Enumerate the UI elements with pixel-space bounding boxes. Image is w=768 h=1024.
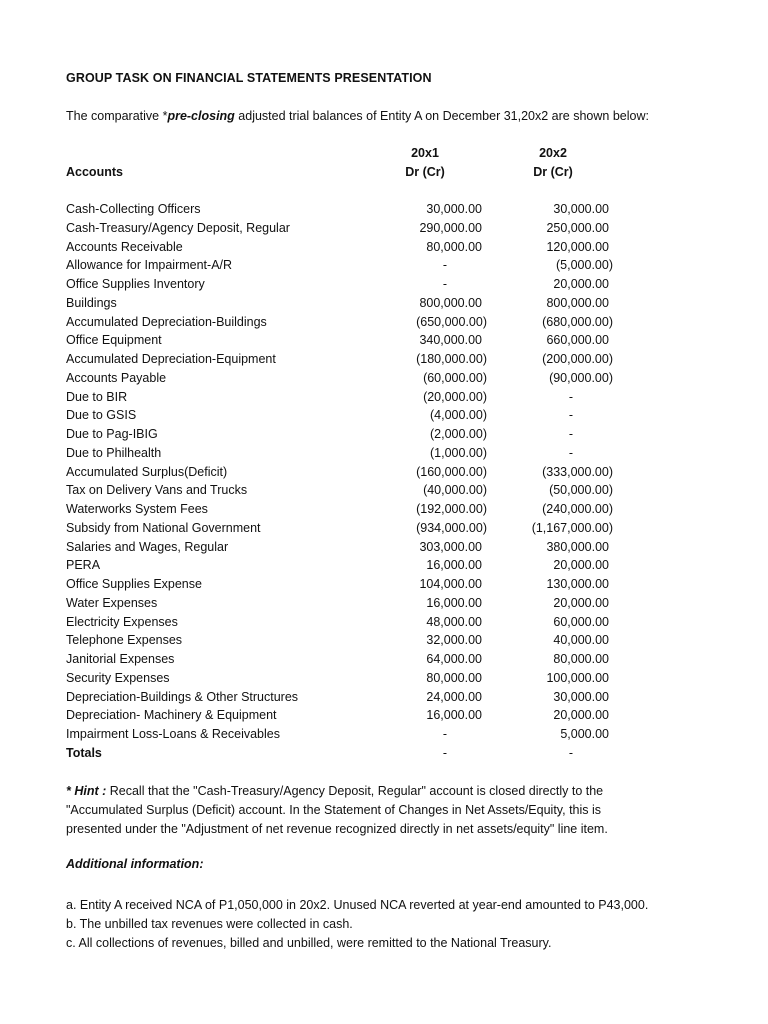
account-name: Allowance for Impairment-A/R xyxy=(66,258,233,273)
intro-emphasis: pre-closing xyxy=(167,109,235,123)
amount-20x2: - xyxy=(568,389,573,404)
column-header-20x1-sub: Dr (Cr) xyxy=(405,165,445,179)
account-name: Due to GSIS xyxy=(66,408,137,423)
amount-20x1: 32,000.00 xyxy=(426,633,482,648)
table-row xyxy=(0,390,768,409)
amount-20x2: 660,000.00 xyxy=(546,333,609,348)
hint-paragraph xyxy=(66,782,686,839)
table-row xyxy=(0,596,768,615)
account-name: Accumulated Depreciation-Buildings xyxy=(66,314,267,329)
additional-info-list xyxy=(66,896,648,952)
hint-line-2: "Accumulated Surplus (Deficit) account. In the Statement of Changes in Net Assets/Equity, this is xyxy=(66,803,602,817)
amount-20x1: (650,000.00) xyxy=(416,314,487,329)
amount-20x1: (60,000.00) xyxy=(423,370,487,385)
amount-20x1: (4,000.00) xyxy=(430,408,487,423)
table-row xyxy=(0,315,768,334)
amount-20x2: 60,000.00 xyxy=(553,614,609,629)
table-row xyxy=(0,727,768,746)
amount-20x2: (200,000.00) xyxy=(542,352,613,366)
table-row xyxy=(0,690,768,709)
table-row xyxy=(0,240,768,259)
amount-20x1: (1,000.00) xyxy=(430,445,487,460)
amount-20x1: - xyxy=(442,277,447,291)
table-row xyxy=(0,746,768,765)
hint-line-3: presented under the "Adjustment of net revenue recognized directly in net assets/equity" line item. xyxy=(66,822,608,836)
amount-20x2: - xyxy=(568,408,573,423)
account-name: Telephone Expenses xyxy=(66,633,183,648)
account-name: Salaries and Wages, Regular xyxy=(66,539,229,554)
table-row xyxy=(0,671,768,690)
table-row xyxy=(0,708,768,727)
amount-20x2: 80,000.00 xyxy=(553,652,609,666)
amount-20x1: 800,000.00 xyxy=(419,295,482,310)
table-row xyxy=(0,258,768,277)
amount-20x1: (192,000.00) xyxy=(416,502,487,516)
account-name: Office Supplies Inventory xyxy=(66,277,205,291)
amount-20x1: 16,000.00 xyxy=(426,708,482,723)
hint-line-1: Recall that the "Cash-Treasury/Agency Deposit, Regular" account is closed directly to the xyxy=(106,784,604,798)
column-header-accounts: Accounts xyxy=(66,165,123,179)
amount-20x1: (2,000.00) xyxy=(430,427,487,441)
table-row xyxy=(0,427,768,446)
additional-info-heading: Additional information: xyxy=(66,857,204,871)
info-item-a: a. Entity A received NCA of P1,050,000 in 20x2. Unused NCA reverted at year-end amounted to P43,000. xyxy=(66,898,649,912)
amount-20x2: 40,000.00 xyxy=(553,633,609,648)
amount-20x1: 16,000.00 xyxy=(426,595,482,610)
account-name: Totals xyxy=(66,745,102,760)
amount-20x1: 16,000.00 xyxy=(426,558,482,573)
account-name: Due to Philhealth xyxy=(66,445,162,460)
amount-20x2: - xyxy=(568,427,573,441)
table-row xyxy=(0,352,768,371)
amount-20x2: 100,000.00 xyxy=(546,670,609,685)
amount-20x1: (160,000.00) xyxy=(416,464,487,479)
table-row xyxy=(0,277,768,296)
account-name: Accumulated Surplus(Deficit) xyxy=(66,464,228,479)
amount-20x1: 30,000.00 xyxy=(426,202,482,216)
amount-20x1: 340,000.00 xyxy=(419,333,482,348)
table-row xyxy=(0,202,768,221)
account-name: Water Expenses xyxy=(66,595,158,610)
account-name: Electricity Expenses xyxy=(66,614,178,629)
amount-20x1: 80,000.00 xyxy=(426,239,482,254)
amount-20x1: 24,000.00 xyxy=(426,689,482,704)
amount-20x2: 20,000.00 xyxy=(553,595,609,610)
info-item-b: b. The unbilled tax revenues were collected in cash. xyxy=(66,916,353,931)
amount-20x2: 30,000.00 xyxy=(553,689,609,704)
amount-20x2: 20,000.00 xyxy=(553,277,609,291)
amount-20x1: (20,000.00) xyxy=(423,389,487,404)
table-row xyxy=(0,652,768,671)
account-name: Tax on Delivery Vans and Trucks xyxy=(66,483,248,498)
table-row xyxy=(0,446,768,465)
amount-20x2: - xyxy=(568,445,573,460)
amount-20x1: 48,000.00 xyxy=(426,614,482,629)
account-name: Waterworks System Fees xyxy=(66,502,208,516)
amount-20x2: 20,000.00 xyxy=(553,708,609,723)
amount-20x2: 5,000.00 xyxy=(560,727,609,741)
amount-20x1: - xyxy=(442,745,447,760)
column-header-20x1-year: 20x1 xyxy=(411,146,439,160)
amount-20x1: 290,000.00 xyxy=(419,220,482,235)
column-header-20x2-sub: Dr (Cr) xyxy=(533,165,573,179)
amount-20x1: 303,000.00 xyxy=(419,539,482,554)
account-name: Janitorial Expenses xyxy=(66,652,175,666)
amount-20x2: - xyxy=(568,745,573,760)
table-row xyxy=(0,371,768,390)
account-name: Depreciation- Machinery & Equipment xyxy=(66,708,277,723)
amount-20x2: 250,000.00 xyxy=(546,220,609,235)
amount-20x2: (240,000.00) xyxy=(542,502,613,516)
account-name: Office Equipment xyxy=(66,333,162,348)
table-row xyxy=(0,558,768,577)
amount-20x1: - xyxy=(442,727,447,741)
account-name: Cash-Treasury/Agency Deposit, Regular xyxy=(66,220,290,235)
account-name: Accumulated Depreciation-Equipment xyxy=(66,352,276,366)
amount-20x2: (90,000.00) xyxy=(549,370,613,385)
table-row xyxy=(0,296,768,315)
account-name: Subsidy from National Government xyxy=(66,520,261,535)
amount-20x2: 800,000.00 xyxy=(546,295,609,310)
amount-20x1: - xyxy=(442,258,447,273)
table-row xyxy=(0,333,768,352)
amount-20x1: 64,000.00 xyxy=(426,652,482,666)
table-row xyxy=(0,408,768,427)
amount-20x1: (180,000.00) xyxy=(416,352,487,366)
account-name: Due to BIR xyxy=(66,389,128,404)
column-header-20x2-year: 20x2 xyxy=(539,146,567,160)
trial-balance-table xyxy=(0,202,768,765)
account-name: Impairment Loss-Loans & Receivables xyxy=(66,727,280,741)
table-row xyxy=(0,221,768,240)
table-row xyxy=(0,615,768,634)
amount-20x1: 80,000.00 xyxy=(426,670,482,685)
table-row xyxy=(0,540,768,559)
account-name: Depreciation-Buildings & Other Structures xyxy=(66,689,299,704)
table-row xyxy=(0,633,768,652)
table-row xyxy=(0,577,768,596)
intro-paragraph xyxy=(66,109,649,123)
amount-20x2: (50,000.00) xyxy=(549,483,613,498)
account-name: Buildings xyxy=(66,295,117,310)
page-title: GROUP TASK ON FINANCIAL STATEMENTS PRESENTATION xyxy=(66,71,432,85)
info-item-c: c. All collections of revenues, billed and unbilled, were remitted to the National Treasury. xyxy=(66,935,552,950)
intro-text-before: The comparative * xyxy=(66,109,168,123)
amount-20x1: (40,000.00) xyxy=(423,483,487,498)
amount-20x2: (1,167,000.00) xyxy=(531,520,613,535)
amount-20x2: 20,000.00 xyxy=(553,558,609,573)
amount-20x2: (5,000.00) xyxy=(556,258,613,273)
amount-20x2: 120,000.00 xyxy=(546,239,609,254)
account-name: PERA xyxy=(66,558,101,573)
table-row xyxy=(0,465,768,484)
account-name: Accounts Payable xyxy=(66,370,167,385)
amount-20x2: 30,000.00 xyxy=(553,202,609,216)
account-name: Due to Pag-IBIG xyxy=(66,427,158,441)
amount-20x2: 380,000.00 xyxy=(546,539,609,554)
amount-20x2: (680,000.00) xyxy=(542,314,613,329)
account-name: Office Supplies Expense xyxy=(66,577,202,591)
hint-label: * Hint : xyxy=(66,784,107,798)
account-name: Cash-Collecting Officers xyxy=(66,202,201,216)
account-name: Security Expenses xyxy=(66,670,170,685)
amount-20x1: 104,000.00 xyxy=(419,577,482,591)
amount-20x2: 130,000.00 xyxy=(546,577,609,591)
intro-text-after: adjusted trial balances of Entity A on December 31,20x2 are shown below: xyxy=(234,109,649,123)
account-name: Accounts Receivable xyxy=(66,239,183,254)
table-row xyxy=(0,521,768,540)
table-row xyxy=(0,502,768,521)
amount-20x1: (934,000.00) xyxy=(416,520,487,535)
table-row xyxy=(0,483,768,502)
amount-20x2: (333,000.00) xyxy=(542,464,613,479)
